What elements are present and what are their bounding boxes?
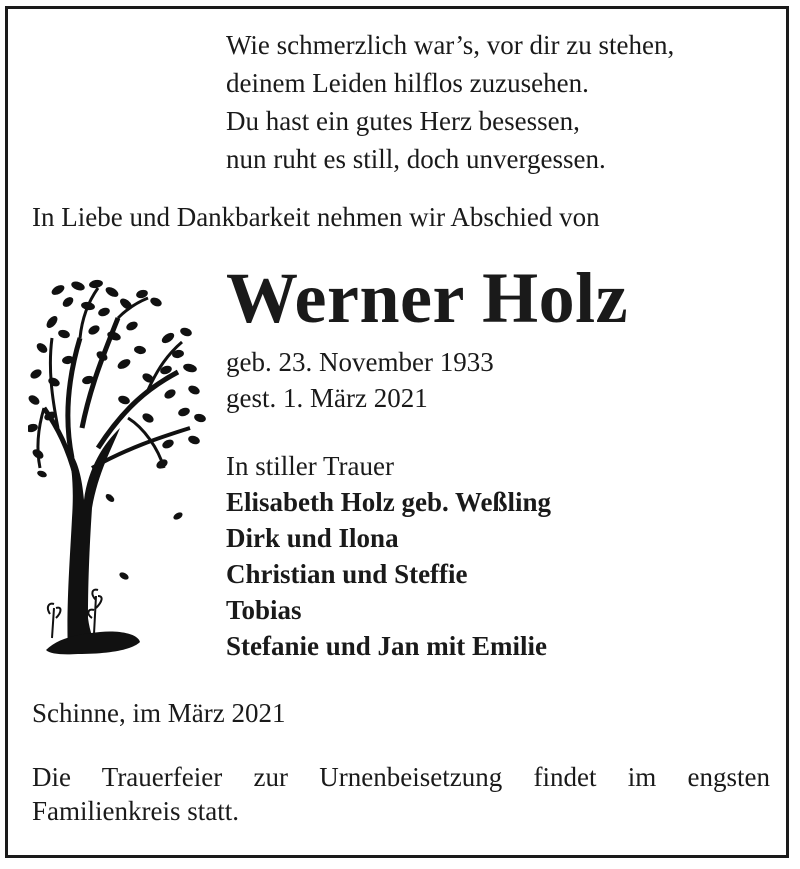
mourner-name: Dirk und Ilona <box>226 523 399 553</box>
mourning-heading: In stiller Trauer <box>226 451 394 481</box>
mourner-name: Elisabeth Holz geb. Weßling <box>226 487 552 517</box>
farewell-intro: In Liebe und Dankbarkeit nehmen wir Abschied von <box>32 202 600 232</box>
tree-icon <box>28 278 208 658</box>
poem-line: Du hast ein gutes Herz besessen, <box>226 106 580 136</box>
poem-line: nun ruht es still, doch unvergessen. <box>226 144 606 174</box>
place-date: Schinne, im März 2021 <box>32 698 286 728</box>
mourner-name: Christian und Steffie <box>226 559 468 589</box>
ceremony-notice: Die Trauerfeier zur Urnenbeisetzung findet im engsten Familienkreis statt. <box>32 762 770 826</box>
mourner-name: Tobias <box>226 595 302 625</box>
deceased-name: Werner Holz <box>226 258 629 338</box>
mourners-list <box>226 448 551 664</box>
poem-line: Wie schmerzlich war’s, vor dir zu stehen, <box>226 30 675 60</box>
birth-date: geb. 23. November 1933 <box>226 347 494 377</box>
life-dates <box>226 344 494 416</box>
mourner-name: Stefanie und Jan mit Emilie <box>226 631 548 661</box>
death-date: gest. 1. März 2021 <box>226 383 428 413</box>
poem-line: deinem Leiden hilflos zuzusehen. <box>226 68 589 98</box>
poem <box>226 26 674 178</box>
